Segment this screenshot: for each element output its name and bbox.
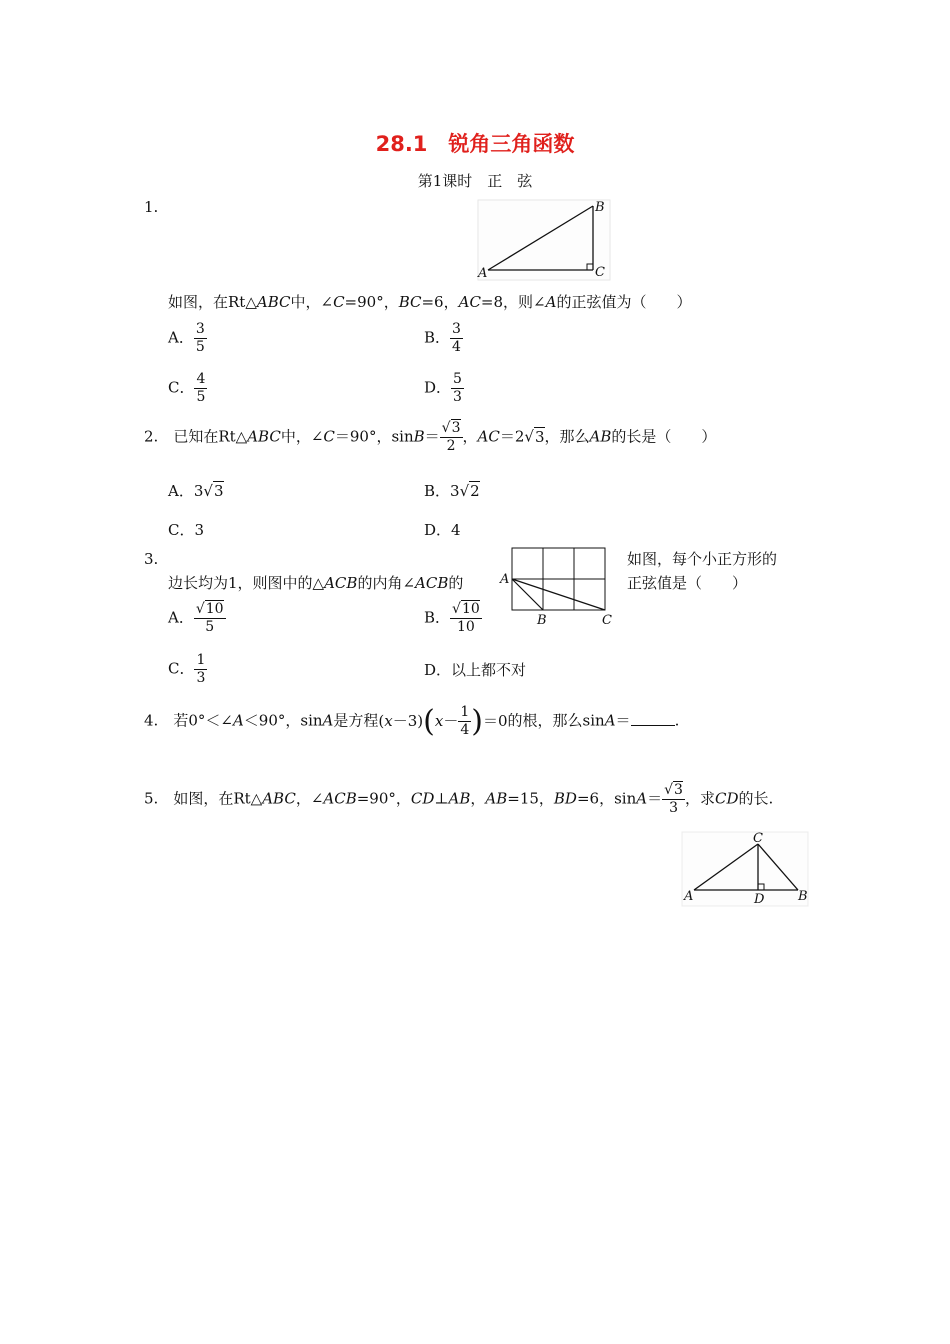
q2-option-d[interactable]: D．4 xyxy=(424,521,461,539)
q3-stem-right-1: 如图，每个小正方形的 xyxy=(627,550,778,568)
q3-number: 3. xyxy=(144,550,159,568)
q3-option-c[interactable]: C． $\frac{1}{3}$ xyxy=(168,652,206,686)
q5-label-c: C xyxy=(753,831,763,846)
q3-option-d[interactable]: D．以上都不对 xyxy=(424,661,527,679)
q1-number: 1. xyxy=(144,198,159,216)
q3-label-c: C xyxy=(602,613,612,628)
q3-option-b[interactable]: B． $\frac{√10}{10}$ xyxy=(424,601,480,635)
q5-triangle-figure xyxy=(680,830,810,910)
q2-option-a[interactable]: A．3√3 xyxy=(168,482,224,500)
q5-label-d: D xyxy=(754,892,765,907)
q1-option-b[interactable]: B． $\frac{3}{4}$ xyxy=(424,321,461,355)
q3-segment-ac xyxy=(512,579,605,610)
q3-label-b: B xyxy=(537,613,547,628)
q2-option-b[interactable]: B．3√2 xyxy=(424,482,480,500)
q3-grid-figure xyxy=(498,544,620,628)
q3-stem-right-2: 正弦值是（ ） xyxy=(627,574,748,592)
q1-label-b: B xyxy=(595,200,605,215)
q1-option-a[interactable]: A． $\frac{3}{5}$ xyxy=(168,321,205,355)
q1-label-a: A xyxy=(478,266,488,281)
q5-stem: 5. 如图，在Rt△ABC，∠ACB=90°，CD⊥AB，AB=15，BD=6，sinA＝ $\frac{√3}{3}$ ，求CD的长. xyxy=(144,782,774,816)
q1-figure-bg xyxy=(478,200,610,280)
q3-grid xyxy=(512,548,605,610)
q5-label-b: B xyxy=(798,889,808,904)
q4-answer-blank[interactable] xyxy=(631,711,675,726)
q1-option-c[interactable]: C． $\frac{4}{5}$ xyxy=(168,371,206,405)
q4-stem: 4. 若0°＜∠A＜90°，sinA是方程(x－3)(x－ $\frac{1}{4}$ )＝0的根，那么sinA＝ . xyxy=(144,703,680,739)
q3-stem-line2: 边长均为1，则图中的△ACB的内角∠ACB的 xyxy=(168,574,464,592)
q2-stem: 2. 已知在Rt△ABC中，∠C＝90°，sinB＝ $\frac{√3}{2}$ ，AC＝2√3，那么AB的长是（ ） xyxy=(144,420,717,454)
q3-label-a: A xyxy=(500,572,510,587)
q4-equation: (x－3)(x－ $\frac{1}{4}$ )＝0 xyxy=(378,703,508,739)
q1-triangle-figure xyxy=(476,198,612,283)
q1-option-d[interactable]: D． $\frac{5}{3}$ xyxy=(424,371,462,405)
q3-option-a[interactable]: A． $\frac{√10}{5}$ xyxy=(168,601,224,635)
q5-label-a: A xyxy=(684,889,694,904)
q1-stem: 如图，在Rt△ABC中，∠C=90°，BC=6，AC=8，则∠A的正弦值为（ ） xyxy=(168,293,692,311)
lesson-subtitle: 第1课时 正 弦 xyxy=(417,172,533,190)
page-title: 28.1 锐角三角函数 xyxy=(375,132,575,156)
q2-option-c[interactable]: C．3 xyxy=(168,521,205,539)
q5-figure-bg xyxy=(682,832,808,906)
q1-label-c: C xyxy=(595,265,605,280)
